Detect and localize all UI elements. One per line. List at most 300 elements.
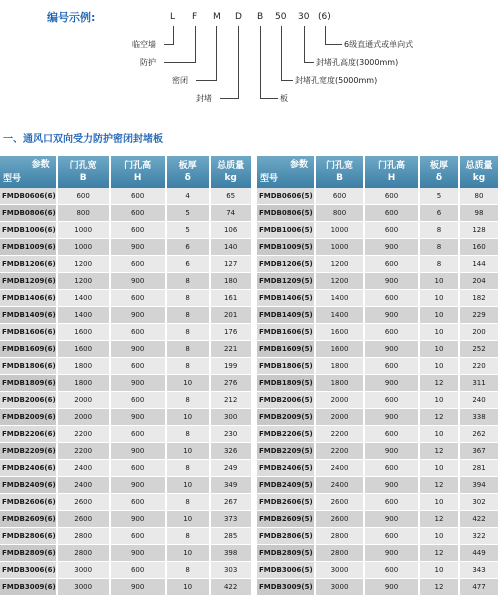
cell-mass: 311 bbox=[460, 375, 498, 392]
cell-mass: 477 bbox=[460, 579, 498, 596]
cell-thickness: 12 bbox=[420, 375, 458, 392]
cell-height: 600 bbox=[111, 222, 165, 239]
cell-model: FMDB0606(5) bbox=[257, 188, 314, 205]
cell-width: 1600 bbox=[316, 324, 363, 341]
cell-thickness: 8 bbox=[167, 341, 209, 358]
cell-model: FMDB2209(5) bbox=[257, 443, 314, 460]
cell-thickness: 8 bbox=[420, 256, 458, 273]
cell-thickness: 5 bbox=[167, 205, 209, 222]
cell-thickness: 10 bbox=[167, 443, 209, 460]
cell-thickness: 10 bbox=[420, 528, 458, 545]
cell-model: FMDB0806(6) bbox=[0, 205, 56, 222]
cell-thickness: 10 bbox=[420, 307, 458, 324]
cell-thickness: 10 bbox=[167, 511, 209, 528]
cell-mass: 300 bbox=[211, 409, 251, 426]
cell-mass: 200 bbox=[460, 324, 498, 341]
cell-mass: 394 bbox=[460, 477, 498, 494]
cell-model: FMDB2809(6) bbox=[0, 545, 56, 562]
cell-mass: 326 bbox=[211, 443, 251, 460]
cell-thickness: 10 bbox=[420, 460, 458, 477]
cell-model: FMDB2406(6) bbox=[0, 460, 56, 477]
cell-height: 600 bbox=[365, 358, 418, 375]
spec-table-right bbox=[255, 156, 500, 596]
code-letter-l: L bbox=[170, 12, 176, 22]
legend-label-lin-kong-qiang: 临空墙 bbox=[132, 40, 156, 49]
cell-width: 1000 bbox=[58, 239, 109, 256]
cell-width: 2000 bbox=[316, 409, 363, 426]
connector-line bbox=[281, 26, 282, 81]
table-row bbox=[0, 511, 251, 528]
cell-model: FMDB2006(5) bbox=[257, 392, 314, 409]
cell-mass: 343 bbox=[460, 562, 498, 579]
cell-model: FMDB1009(6) bbox=[0, 239, 56, 256]
cell-thickness: 12 bbox=[420, 443, 458, 460]
cell-model: FMDB2609(6) bbox=[0, 511, 56, 528]
cell-thickness: 8 bbox=[167, 392, 209, 409]
table-row bbox=[257, 494, 498, 511]
cell-height: 600 bbox=[111, 528, 165, 545]
cell-thickness: 8 bbox=[167, 426, 209, 443]
table-row bbox=[257, 222, 498, 239]
cell-height: 600 bbox=[111, 426, 165, 443]
connector-line bbox=[281, 80, 293, 81]
cell-model: FMDB2409(6) bbox=[0, 477, 56, 494]
table-row bbox=[257, 477, 498, 494]
cell-model: FMDB1006(5) bbox=[257, 222, 314, 239]
cell-model: FMDB2606(6) bbox=[0, 494, 56, 511]
cell-width: 1400 bbox=[58, 290, 109, 307]
cell-height: 900 bbox=[111, 545, 165, 562]
cell-model: FMDB2006(6) bbox=[0, 392, 56, 409]
cell-model: FMDB1606(6) bbox=[0, 324, 56, 341]
header-mass: 总质量 kg bbox=[460, 156, 498, 188]
cell-model: FMDB2206(6) bbox=[0, 426, 56, 443]
cell-height: 600 bbox=[365, 256, 418, 273]
cell-height: 900 bbox=[365, 579, 418, 596]
table-row bbox=[0, 239, 251, 256]
cell-model: FMDB1409(6) bbox=[0, 307, 56, 324]
cell-mass: 349 bbox=[211, 477, 251, 494]
header-height: 门孔高 H bbox=[365, 156, 418, 188]
cell-height: 900 bbox=[111, 307, 165, 324]
cell-mass: 303 bbox=[211, 562, 251, 579]
table-row bbox=[0, 460, 251, 477]
table-row bbox=[0, 222, 251, 239]
cell-height: 900 bbox=[365, 273, 418, 290]
cell-model: FMDB2806(5) bbox=[257, 528, 314, 545]
cell-height: 900 bbox=[365, 409, 418, 426]
cell-mass: 127 bbox=[211, 256, 251, 273]
section-title: 一、通风口双向受力防护密闭封堵板 bbox=[3, 134, 163, 145]
cell-model: FMDB1606(5) bbox=[257, 324, 314, 341]
cell-width: 2800 bbox=[58, 545, 109, 562]
cell-model: FMDB2409(5) bbox=[257, 477, 314, 494]
cell-height: 600 bbox=[365, 460, 418, 477]
cell-height: 900 bbox=[111, 341, 165, 358]
cell-mass: 322 bbox=[460, 528, 498, 545]
connector-line bbox=[216, 26, 217, 81]
cell-mass: 449 bbox=[460, 545, 498, 562]
cell-height: 600 bbox=[365, 188, 418, 205]
cell-thickness: 8 bbox=[167, 494, 209, 511]
cell-model: FMDB1209(5) bbox=[257, 273, 314, 290]
table-row bbox=[257, 375, 498, 392]
cell-mass: 65 bbox=[211, 188, 251, 205]
cell-height: 600 bbox=[365, 324, 418, 341]
cell-thickness: 12 bbox=[420, 579, 458, 596]
header-param: 参数 bbox=[289, 160, 308, 170]
cell-mass: 252 bbox=[460, 341, 498, 358]
cell-height: 900 bbox=[365, 477, 418, 494]
cell-height: 600 bbox=[111, 392, 165, 409]
cell-width: 2400 bbox=[58, 477, 109, 494]
code-letter-d: D bbox=[235, 12, 242, 22]
cell-thickness: 8 bbox=[167, 273, 209, 290]
cell-height: 900 bbox=[111, 375, 165, 392]
cell-mass: 281 bbox=[460, 460, 498, 477]
cell-width: 1200 bbox=[316, 256, 363, 273]
table-row bbox=[257, 409, 498, 426]
cell-width: 600 bbox=[58, 188, 109, 205]
table-row bbox=[0, 528, 251, 545]
cell-height: 600 bbox=[111, 205, 165, 222]
cell-mass: 74 bbox=[211, 205, 251, 222]
cell-model: FMDB2009(5) bbox=[257, 409, 314, 426]
cell-model: FMDB2806(6) bbox=[0, 528, 56, 545]
cell-height: 900 bbox=[365, 239, 418, 256]
cell-mass: 422 bbox=[211, 579, 251, 596]
cell-mass: 276 bbox=[211, 375, 251, 392]
cell-thickness: 8 bbox=[167, 528, 209, 545]
cell-model: FMDB0606(6) bbox=[0, 188, 56, 205]
cell-width: 1400 bbox=[58, 307, 109, 324]
cell-model: FMDB1006(6) bbox=[0, 222, 56, 239]
cell-height: 600 bbox=[365, 426, 418, 443]
cell-width: 1600 bbox=[58, 324, 109, 341]
cell-model: FMDB2009(6) bbox=[0, 409, 56, 426]
cell-model: FMDB1409(5) bbox=[257, 307, 314, 324]
table-row bbox=[0, 341, 251, 358]
cell-mass: 144 bbox=[460, 256, 498, 273]
cell-width: 2600 bbox=[58, 494, 109, 511]
cell-height: 900 bbox=[111, 409, 165, 426]
cell-thickness: 12 bbox=[420, 477, 458, 494]
cell-model: FMDB1806(5) bbox=[257, 358, 314, 375]
cell-mass: 212 bbox=[211, 392, 251, 409]
cell-mass: 267 bbox=[211, 494, 251, 511]
cell-width: 2200 bbox=[58, 443, 109, 460]
cell-thickness: 10 bbox=[420, 273, 458, 290]
cell-thickness: 6 bbox=[167, 256, 209, 273]
cell-height: 600 bbox=[111, 188, 165, 205]
cell-mass: 140 bbox=[211, 239, 251, 256]
cell-mass: 229 bbox=[460, 307, 498, 324]
cell-model: FMDB1806(6) bbox=[0, 358, 56, 375]
cell-width: 2800 bbox=[316, 545, 363, 562]
legend-label-type-note: 6级直通式或单向式 bbox=[344, 40, 414, 49]
cell-width: 2600 bbox=[58, 511, 109, 528]
cell-thickness: 4 bbox=[167, 188, 209, 205]
cell-thickness: 5 bbox=[420, 188, 458, 205]
connector-line bbox=[173, 26, 174, 45]
table-row bbox=[0, 188, 251, 205]
cell-model: FMDB2609(5) bbox=[257, 511, 314, 528]
cell-thickness: 10 bbox=[167, 375, 209, 392]
table-row bbox=[0, 477, 251, 494]
cell-thickness: 10 bbox=[420, 392, 458, 409]
cell-width: 3000 bbox=[58, 579, 109, 596]
cell-width: 1000 bbox=[58, 222, 109, 239]
table-row bbox=[0, 409, 251, 426]
header-width: 门孔宽 B bbox=[58, 156, 109, 188]
cell-height: 900 bbox=[365, 545, 418, 562]
code-letter-m: M bbox=[213, 12, 221, 22]
header-param: 参数 bbox=[31, 160, 50, 170]
cell-width: 1400 bbox=[316, 307, 363, 324]
table-row bbox=[257, 188, 498, 205]
cell-mass: 249 bbox=[211, 460, 251, 477]
table-row bbox=[257, 460, 498, 477]
cell-model: FMDB2606(5) bbox=[257, 494, 314, 511]
cell-thickness: 8 bbox=[420, 222, 458, 239]
table-row bbox=[257, 426, 498, 443]
cell-width: 2600 bbox=[316, 511, 363, 528]
table-row bbox=[0, 290, 251, 307]
table-row bbox=[257, 239, 498, 256]
table-row bbox=[257, 205, 498, 222]
legend-label-mi-bi: 密闭 bbox=[172, 76, 188, 85]
cell-model: FMDB1406(6) bbox=[0, 290, 56, 307]
cell-thickness: 6 bbox=[420, 205, 458, 222]
cell-width: 2400 bbox=[58, 460, 109, 477]
cell-width: 800 bbox=[316, 205, 363, 222]
table-row bbox=[0, 273, 251, 290]
cell-mass: 240 bbox=[460, 392, 498, 409]
cell-height: 900 bbox=[111, 443, 165, 460]
cell-model: FMDB1206(6) bbox=[0, 256, 56, 273]
table-row bbox=[257, 307, 498, 324]
cell-thickness: 12 bbox=[420, 409, 458, 426]
cell-thickness: 10 bbox=[167, 409, 209, 426]
cell-height: 900 bbox=[365, 375, 418, 392]
code-height-30: 30 bbox=[298, 12, 310, 22]
cell-mass: 182 bbox=[460, 290, 498, 307]
table-row bbox=[0, 358, 251, 375]
cell-thickness: 10 bbox=[167, 477, 209, 494]
connector-line bbox=[164, 62, 196, 63]
cell-model: FMDB1609(6) bbox=[0, 341, 56, 358]
header-mass: 总质量 kg bbox=[211, 156, 251, 188]
cell-height: 600 bbox=[111, 562, 165, 579]
header-width: 门孔宽 B bbox=[316, 156, 363, 188]
cell-height: 600 bbox=[111, 256, 165, 273]
table-row bbox=[0, 256, 251, 273]
cell-thickness: 8 bbox=[167, 324, 209, 341]
cell-thickness: 8 bbox=[167, 307, 209, 324]
cell-height: 900 bbox=[111, 273, 165, 290]
cell-height: 900 bbox=[365, 511, 418, 528]
cell-width: 1400 bbox=[316, 290, 363, 307]
cell-mass: 80 bbox=[460, 188, 498, 205]
table-row bbox=[257, 392, 498, 409]
cell-model: FMDB3006(6) bbox=[0, 562, 56, 579]
cell-model: FMDB1209(6) bbox=[0, 273, 56, 290]
cell-height: 900 bbox=[365, 341, 418, 358]
header-model: 型号 bbox=[3, 174, 22, 184]
connector-line bbox=[260, 98, 278, 99]
code-width-50: 50 bbox=[275, 12, 287, 22]
table-row bbox=[0, 579, 251, 596]
cell-height: 900 bbox=[111, 239, 165, 256]
cell-width: 2000 bbox=[316, 392, 363, 409]
cell-thickness: 10 bbox=[167, 579, 209, 596]
cell-mass: 422 bbox=[460, 511, 498, 528]
table-row bbox=[0, 443, 251, 460]
table-row bbox=[0, 494, 251, 511]
connector-line bbox=[260, 26, 261, 99]
cell-height: 600 bbox=[365, 222, 418, 239]
legend-label-feng-du: 封堵 bbox=[196, 94, 212, 103]
cell-mass: 230 bbox=[211, 426, 251, 443]
cell-width: 3000 bbox=[316, 579, 363, 596]
cell-thickness: 6 bbox=[167, 239, 209, 256]
cell-model: FMDB0806(5) bbox=[257, 205, 314, 222]
table-row bbox=[0, 307, 251, 324]
cell-height: 600 bbox=[111, 324, 165, 341]
cell-width: 2200 bbox=[58, 426, 109, 443]
connector-line bbox=[325, 26, 326, 45]
table-row bbox=[257, 511, 498, 528]
legend-label-hole-width: 封堵孔宽度(5000mm) bbox=[295, 76, 378, 85]
cell-width: 1600 bbox=[316, 341, 363, 358]
cell-width: 2400 bbox=[316, 477, 363, 494]
table-row bbox=[257, 290, 498, 307]
table-row bbox=[0, 426, 251, 443]
cell-width: 1000 bbox=[316, 239, 363, 256]
cell-mass: 221 bbox=[211, 341, 251, 358]
cell-height: 900 bbox=[111, 579, 165, 596]
cell-mass: 176 bbox=[211, 324, 251, 341]
cell-width: 1800 bbox=[316, 358, 363, 375]
cell-height: 900 bbox=[365, 307, 418, 324]
cell-mass: 398 bbox=[211, 545, 251, 562]
cell-width: 1200 bbox=[58, 256, 109, 273]
cell-mass: 338 bbox=[460, 409, 498, 426]
table-row bbox=[257, 579, 498, 596]
table-row bbox=[257, 341, 498, 358]
cell-width: 800 bbox=[58, 205, 109, 222]
cell-model: FMDB1009(5) bbox=[257, 239, 314, 256]
cell-mass: 199 bbox=[211, 358, 251, 375]
connector-line bbox=[304, 26, 305, 63]
cell-width: 1000 bbox=[316, 222, 363, 239]
cell-thickness: 10 bbox=[167, 545, 209, 562]
connector-line bbox=[304, 62, 314, 63]
cell-width: 2200 bbox=[316, 426, 363, 443]
table-row bbox=[257, 273, 498, 290]
cell-mass: 180 bbox=[211, 273, 251, 290]
cell-width: 2800 bbox=[58, 528, 109, 545]
cell-mass: 204 bbox=[460, 273, 498, 290]
table-row bbox=[0, 392, 251, 409]
table-row bbox=[0, 375, 251, 392]
header-height: 门孔高 H bbox=[111, 156, 165, 188]
connector-line bbox=[325, 44, 342, 45]
cell-mass: 373 bbox=[211, 511, 251, 528]
cell-model: FMDB2209(6) bbox=[0, 443, 56, 460]
cell-width: 1600 bbox=[58, 341, 109, 358]
cell-thickness: 10 bbox=[420, 426, 458, 443]
cell-width: 1800 bbox=[58, 358, 109, 375]
code-letter-f: F bbox=[192, 12, 198, 22]
cell-width: 1200 bbox=[58, 273, 109, 290]
cell-mass: 128 bbox=[460, 222, 498, 239]
cell-model: FMDB3006(5) bbox=[257, 562, 314, 579]
table-row bbox=[0, 562, 251, 579]
cell-thickness: 5 bbox=[167, 222, 209, 239]
cell-mass: 201 bbox=[211, 307, 251, 324]
cell-height: 600 bbox=[365, 528, 418, 545]
cell-model: FMDB1809(6) bbox=[0, 375, 56, 392]
cell-width: 3000 bbox=[58, 562, 109, 579]
cell-thickness: 10 bbox=[420, 358, 458, 375]
cell-model: FMDB3009(6) bbox=[0, 579, 56, 596]
cell-thickness: 12 bbox=[420, 545, 458, 562]
cell-height: 600 bbox=[111, 290, 165, 307]
cell-model: FMDB1406(5) bbox=[257, 290, 314, 307]
cell-model: FMDB1609(5) bbox=[257, 341, 314, 358]
cell-height: 600 bbox=[365, 205, 418, 222]
legend-label-ban: 板 bbox=[280, 94, 288, 103]
code-letter-b: B bbox=[257, 12, 264, 22]
cell-height: 600 bbox=[365, 494, 418, 511]
cell-height: 600 bbox=[365, 562, 418, 579]
header-model: 型号 bbox=[260, 174, 279, 184]
header-thickness: 板厚 δ bbox=[420, 156, 458, 188]
table-row bbox=[257, 256, 498, 273]
table-row bbox=[257, 528, 498, 545]
cell-thickness: 8 bbox=[167, 358, 209, 375]
cell-width: 2400 bbox=[316, 460, 363, 477]
cell-thickness: 10 bbox=[420, 324, 458, 341]
cell-height: 600 bbox=[111, 494, 165, 511]
cell-mass: 160 bbox=[460, 239, 498, 256]
code-type-6: (6) bbox=[318, 12, 331, 22]
table-row bbox=[0, 324, 251, 341]
cell-mass: 220 bbox=[460, 358, 498, 375]
cell-width: 3000 bbox=[316, 562, 363, 579]
cell-model: FMDB2809(5) bbox=[257, 545, 314, 562]
cell-mass: 285 bbox=[211, 528, 251, 545]
cell-mass: 106 bbox=[211, 222, 251, 239]
cell-model: FMDB2406(5) bbox=[257, 460, 314, 477]
cell-mass: 302 bbox=[460, 494, 498, 511]
cell-height: 900 bbox=[111, 511, 165, 528]
cell-thickness: 10 bbox=[420, 494, 458, 511]
spec-table-left bbox=[0, 156, 253, 596]
cell-width: 1200 bbox=[316, 273, 363, 290]
cell-width: 1800 bbox=[316, 375, 363, 392]
cell-thickness: 8 bbox=[167, 562, 209, 579]
cell-width: 2800 bbox=[316, 528, 363, 545]
cell-model: FMDB1809(5) bbox=[257, 375, 314, 392]
cell-mass: 98 bbox=[460, 205, 498, 222]
connector-line bbox=[220, 98, 239, 99]
cell-height: 600 bbox=[111, 358, 165, 375]
cell-width: 2200 bbox=[316, 443, 363, 460]
connector-line bbox=[164, 44, 174, 45]
legend-title: 编号示例: bbox=[47, 11, 96, 24]
